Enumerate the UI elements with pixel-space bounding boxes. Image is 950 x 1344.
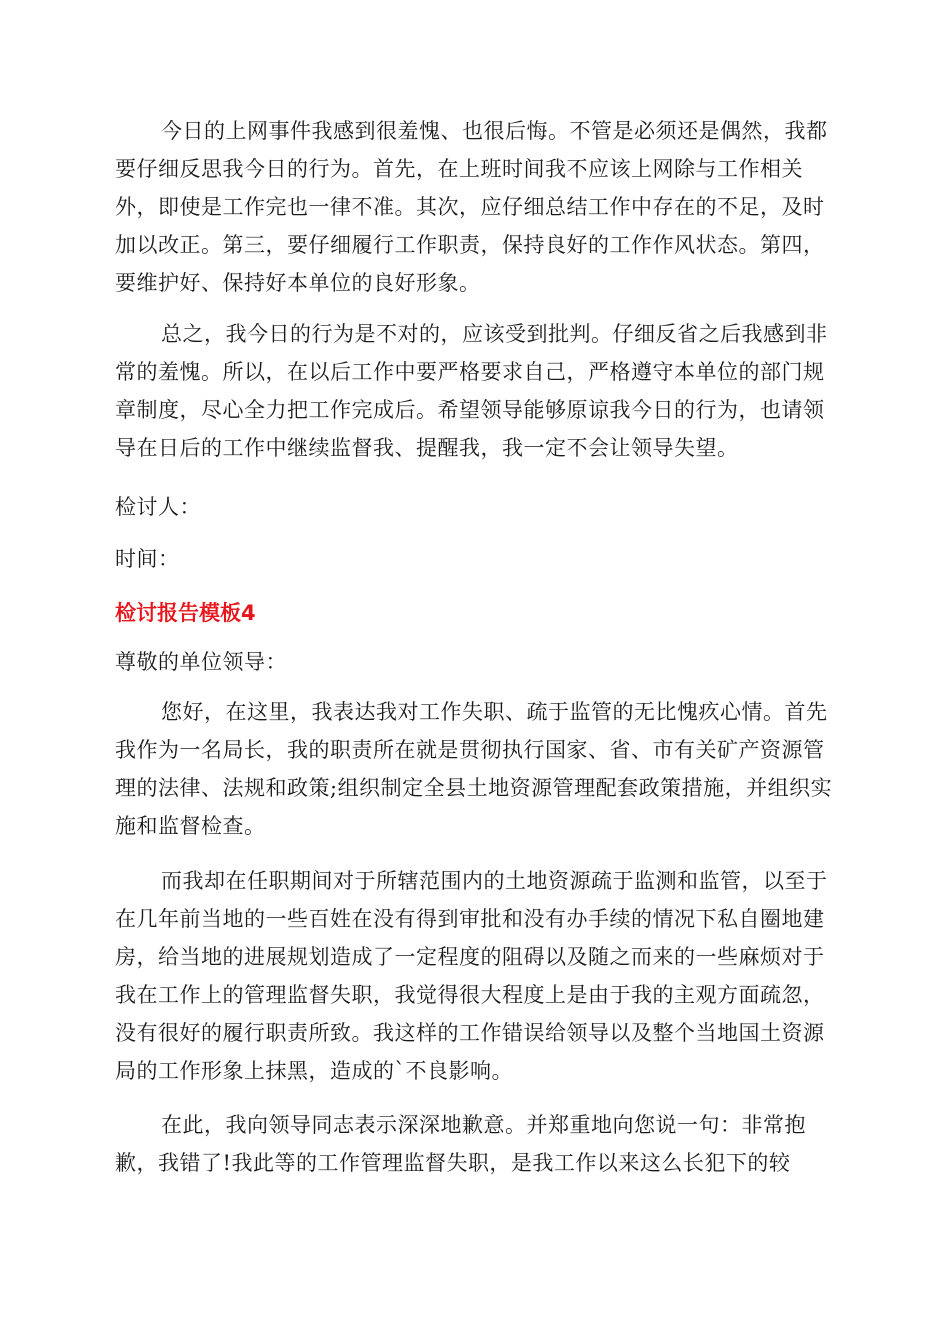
signer-label: 检讨人： xyxy=(115,495,201,519)
section-heading: 检讨报告模板4 xyxy=(115,601,256,625)
date-label: 时间： xyxy=(115,547,180,571)
paragraph-5: 在此，我向领导同志表示深深地歉意。并郑重地向您说一句：非常抱歉，我错了!我此等的工作管理监督失职，是我工作以来这么长犯下的较 xyxy=(115,1113,806,1175)
paragraph-2: 总之，我今日的行为是不对的，应该受到批判。仔细反省之后我感到非常的羞愧。所以，在以后工作中要严格要求自己，严格遵守本单位的部门规章制度，尽心全力把工作完成后。希望领导能够原谅我今日的行为，也请领导在日后的工作中继续监督我、提醒我，我一定不会让领导失望。 xyxy=(115,322,828,460)
salutation: 尊敬的单位领导： xyxy=(115,650,287,674)
paragraph-3: 您好，在这里，我表达我对工作失职、疏于监管的无比愧疚心情。首先我作为一名局长，我的职责所在就是贯彻执行国家、省、市有关矿产资源管理的法律、法规和政策;组织制定全县土地资源管理配套政策措施，并组织实施和监督检查。 xyxy=(115,700,833,838)
paragraph-4: 而我却在任职期间对于所辖范围内的土地资源疏于监测和监管，以至于在几年前当地的一些百姓在没有得到审批和没有办手续的情况下私自圈地建房，给当地的进展规划造成了一定程度的阻碍以及随之而来的一些麻烦对于我在工作上的管理监督失职，我觉得很大程度上是由于我的主观方面疏忽，没有很好的履行职责所致。我这样的工作错误给领导以及整个当地国土资源局的工作形象上抹黑，造成的`不良影响。 xyxy=(115,869,828,1083)
paragraph-1: 今日的上网事件我感到很羞愧、也很后悔。不管是必须还是偶然，我都要仔细反思我今日的行为。首先，在上班时间我不应该上网除与工作相关外，即使是工作完也一律不准。其次，应仔细总结工作中存在的不足，及时加以改正。第三，要仔细履行工作职责，保持良好的工作作风状态。第四，要维护好、保持好本单位的良好形象。 xyxy=(115,119,828,295)
